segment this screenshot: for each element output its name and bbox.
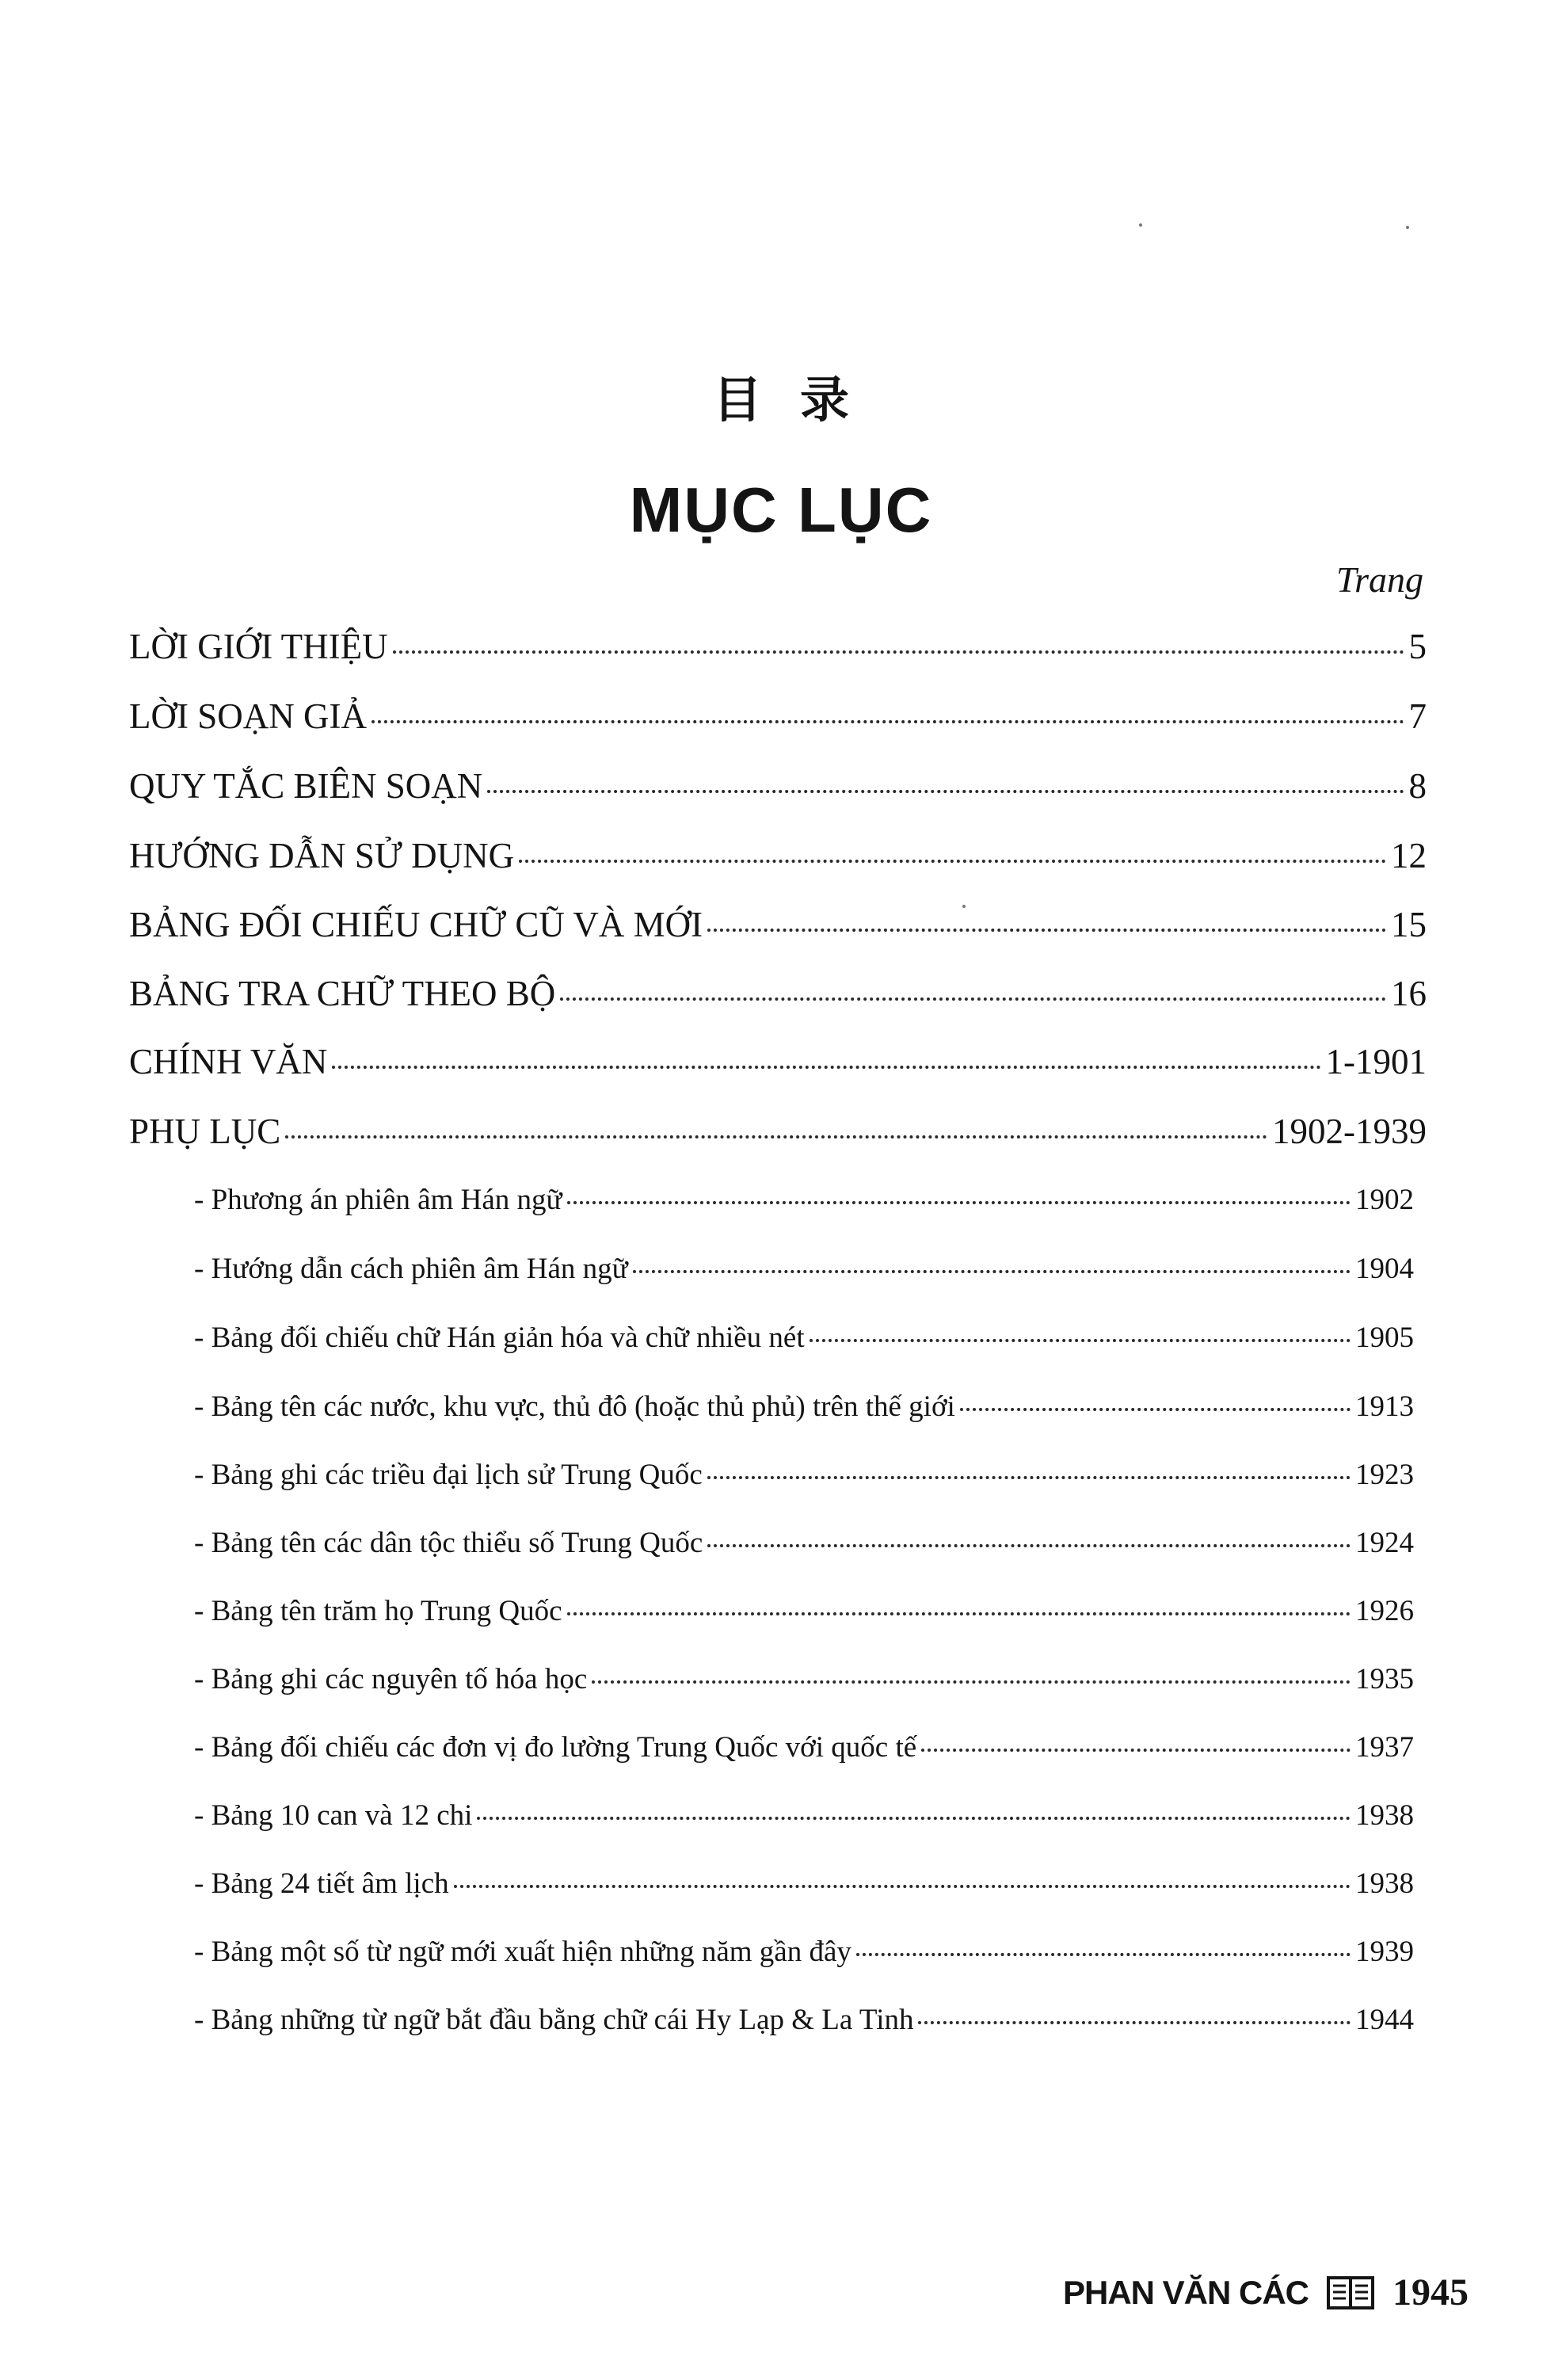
toc-leader-dots xyxy=(918,2021,1351,2024)
toc-entry-page: 5 xyxy=(1408,627,1427,666)
toc-entry-page: 1905 xyxy=(1355,1322,1414,1354)
toc-entry[interactable] xyxy=(129,765,1427,807)
toc-entry-title: LỜI GIỚI THIỆU xyxy=(129,627,388,666)
toc-entry-title: - Bảng những từ ngữ bắt đầu bằng chữ cái Hy Lạp & La Tinh xyxy=(194,2004,914,2036)
toc-subentry[interactable] xyxy=(194,1867,1414,1901)
toc-entry-page: 16 xyxy=(1391,974,1427,1013)
toc-entry[interactable] xyxy=(129,973,1427,1014)
toc-leader-dots xyxy=(633,1270,1351,1273)
toc-entry-title: - Hướng dẫn cách phiên âm Hán ngữ xyxy=(194,1253,628,1285)
toc-entry-page: 1-1901 xyxy=(1325,1042,1427,1081)
toc-subentry[interactable] xyxy=(194,1458,1414,1492)
toc-leader-dots xyxy=(810,1339,1351,1342)
toc-leader-dots xyxy=(332,1066,1320,1069)
toc-entry-page: 1924 xyxy=(1355,1527,1414,1559)
toc-subentry[interactable] xyxy=(194,1321,1414,1355)
toc-entry-title: - Bảng đối chiếu chữ Hán giản hóa và chữ nhiều nét xyxy=(194,1322,805,1354)
toc-entry-page: 1902-1939 xyxy=(1272,1112,1427,1151)
toc-entry[interactable] xyxy=(129,835,1427,876)
toc-entry-title: BẢNG TRA CHỮ THEO BỘ xyxy=(129,974,556,1013)
toc-entry[interactable] xyxy=(129,1111,1427,1152)
open-book-icon xyxy=(1326,2275,1375,2310)
toc-leader-dots xyxy=(567,1201,1351,1204)
chinese-title: 目录 xyxy=(712,371,887,429)
toc-entry-page: 1904 xyxy=(1355,1253,1414,1285)
toc-leader-dots xyxy=(707,1476,1351,1479)
toc-subentry[interactable] xyxy=(194,1730,1414,1764)
toc-entry-page: 12 xyxy=(1391,836,1427,875)
toc-entry-title: - Bảng tên các nước, khu vực, thủ đô (hoặc thủ phủ) trên thế giới xyxy=(194,1390,955,1423)
toc-leader-dots xyxy=(707,1544,1351,1547)
toc-leader-dots xyxy=(371,720,1404,723)
toc-subentry[interactable] xyxy=(194,2003,1414,2037)
toc-entry-title: - Bảng một số từ ngữ mới xuất hiện những năm gần đây xyxy=(194,1936,851,1968)
toc-subentry[interactable] xyxy=(194,1594,1414,1628)
toc-entry[interactable] xyxy=(129,1041,1427,1082)
page-column-label: Trang xyxy=(1336,559,1423,600)
toc-entry-title: - Phương án phiên âm Hán ngữ xyxy=(194,1184,562,1216)
toc-entry-title: - Bảng 24 tiết âm lịch xyxy=(194,1867,449,1900)
toc-leader-dots xyxy=(960,1408,1351,1411)
scan-speck xyxy=(1406,226,1409,229)
scan-speck xyxy=(1139,223,1142,227)
toc-entry-title: BẢNG ĐỐI CHIẾU CHỮ CŨ VÀ MỚI xyxy=(129,905,703,944)
toc-entry-title: - Bảng tên các dân tộc thiểu số Trung Quốc xyxy=(194,1527,703,1559)
toc-leader-dots xyxy=(592,1680,1351,1684)
toc-entry-page: 1939 xyxy=(1355,1936,1414,1968)
toc-entry-page: 1935 xyxy=(1355,1663,1414,1695)
scan-speck xyxy=(962,905,966,908)
toc-entry-title: CHÍNH VĂN xyxy=(129,1042,328,1081)
toc-entry[interactable] xyxy=(129,626,1427,667)
toc-entry-title: - Bảng ghi các nguyên tố hóa học xyxy=(194,1663,588,1695)
toc-leader-dots xyxy=(477,1817,1351,1820)
toc-entry-title: HƯỚNG DẪN SỬ DỤNG xyxy=(129,836,515,875)
toc-leader-dots xyxy=(560,997,1386,1001)
toc-entry-title: QUY TẮC BIÊN SOẠN xyxy=(129,766,483,806)
toc-leader-dots xyxy=(921,1749,1351,1752)
toc-entry-page: 1938 xyxy=(1355,1867,1414,1900)
toc-leader-dots xyxy=(285,1135,1267,1139)
toc-leader-dots xyxy=(567,1612,1351,1615)
toc-entry-title: - Bảng ghi các triều đại lịch sử Trung Quốc xyxy=(194,1459,703,1491)
toc-entry-page: 1944 xyxy=(1355,2004,1414,2036)
toc-entry-title: - Bảng tên trăm họ Trung Quốc xyxy=(194,1595,562,1627)
toc-entry-page: 7 xyxy=(1408,696,1427,736)
toc-subentry[interactable] xyxy=(194,1390,1414,1424)
toc-entry-page: 15 xyxy=(1391,905,1427,944)
page-number: 1945 xyxy=(1392,2271,1469,2313)
footer-author: PHAN VĂN CÁC xyxy=(1062,2273,1309,2311)
toc-entry-title: LỜI SOẠN GIẢ xyxy=(129,696,367,736)
toc-leader-dots xyxy=(454,1885,1351,1888)
toc-entry-page: 1937 xyxy=(1355,1731,1414,1764)
toc-subentry[interactable] xyxy=(194,1183,1414,1217)
toc-entry-page: 1923 xyxy=(1355,1459,1414,1491)
toc-subentry[interactable] xyxy=(194,1662,1414,1696)
toc-entry-page: 1938 xyxy=(1355,1799,1414,1832)
toc-leader-dots xyxy=(856,1953,1351,1956)
toc-entry-page: 8 xyxy=(1408,766,1427,806)
toc-entry-title: - Bảng 10 can và 12 chi xyxy=(194,1799,473,1832)
toc-subentry[interactable] xyxy=(194,1935,1414,1969)
toc-entry-page: 1926 xyxy=(1355,1595,1414,1627)
toc-entry-page: 1902 xyxy=(1355,1184,1414,1216)
toc-leader-dots xyxy=(519,860,1386,863)
toc-entry-title: - Bảng đối chiếu các đơn vị đo lường Trung Quốc với quốc tế xyxy=(194,1731,917,1764)
toc-entry-page: 1913 xyxy=(1355,1390,1414,1423)
toc-entry[interactable] xyxy=(129,904,1427,945)
page-title: MỤC LỤC xyxy=(629,475,933,545)
toc-leader-dots xyxy=(393,650,1404,654)
toc-subentry[interactable] xyxy=(194,1526,1414,1560)
toc-subentry[interactable] xyxy=(194,1798,1414,1833)
toc-subentry[interactable] xyxy=(194,1252,1414,1286)
toc-entry-title: PHỤ LỤC xyxy=(129,1112,281,1151)
toc-leader-dots xyxy=(487,790,1404,793)
toc-leader-dots xyxy=(707,929,1386,932)
toc-entry[interactable] xyxy=(129,696,1427,737)
page-footer xyxy=(1063,2271,1469,2314)
